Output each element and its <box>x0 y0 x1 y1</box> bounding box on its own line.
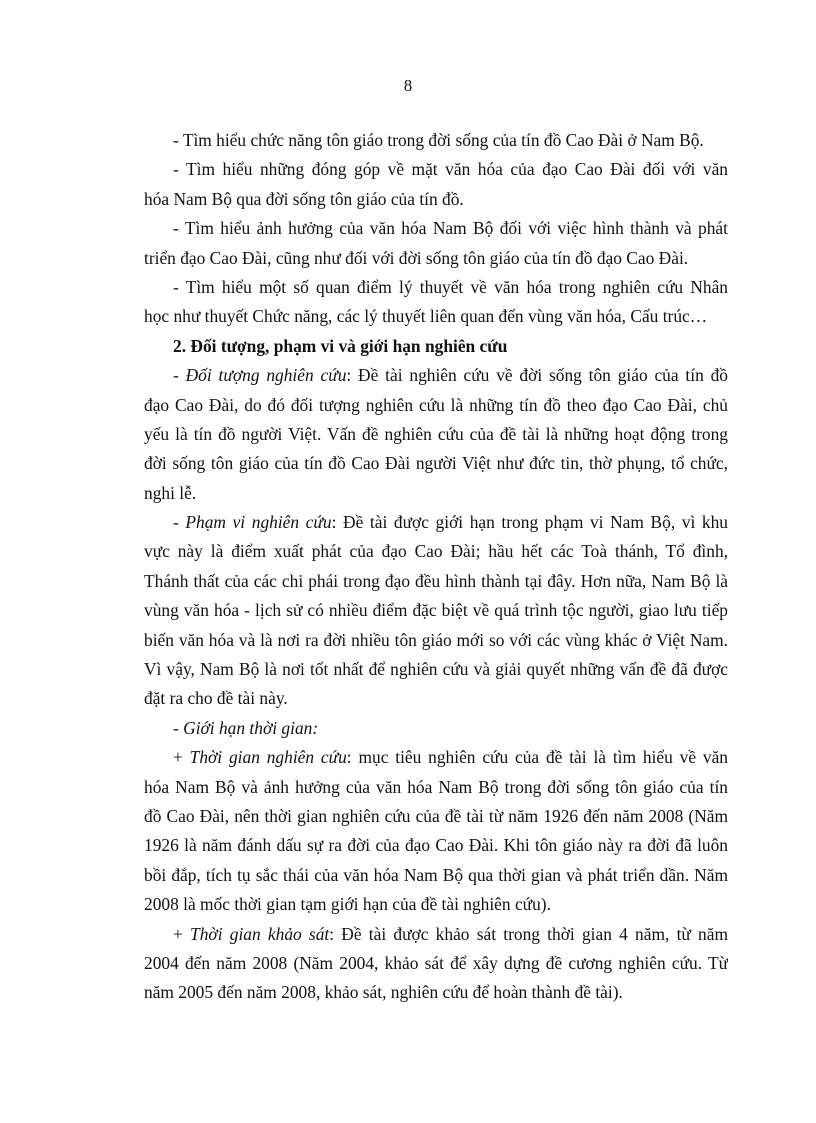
paragraph-survey-time <box>144 920 728 1008</box>
subheading-time-limit <box>144 714 728 743</box>
text-line: 2008 là mốc thời gian tạm giới hạn của đề tài nghiên cứu). <box>144 894 551 915</box>
term-label: Thời gian khảo sát <box>190 923 330 944</box>
text-line: biến văn hóa và là nơi ra đời nhiều tôn giáo mới so với các vùng khác ở Việt Nam. <box>144 629 728 650</box>
term-text: : Đề tài được khảo sát trong thời gian 4 năm, từ năm <box>329 923 728 944</box>
paragraph-objective-2 <box>144 155 728 214</box>
plus-marker: + <box>173 923 191 944</box>
text-line: - Tìm hiểu một số quan điểm lý thuyết về văn hóa trong nghiên cứu Nhân <box>173 276 728 297</box>
text-line: 2004 đến năm 2008 (Năm 2004, khảo sát để xây dựng đề cương nghiên cứu. Từ <box>144 952 728 973</box>
text-line: hóa Nam Bộ và ảnh hưởng của văn hóa Nam Bộ trong đời sống tôn giáo của tín <box>144 776 728 797</box>
text-line <box>144 361 728 390</box>
paragraph-objective-3 <box>144 214 728 273</box>
paragraph-research-subject <box>144 361 728 508</box>
text-line: 1926 là năm đánh dấu sự ra đời của đạo Cao Đài. Khi tôn giáo này ra đời đã luôn <box>144 835 728 856</box>
term-label: Thời gian nghiên cứu <box>189 747 347 768</box>
text-line: - Tìm hiểu những đóng góp về mặt văn hóa của đạo Cao Đài đối với văn <box>173 159 728 180</box>
page-body <box>144 126 728 1008</box>
text-line: nghi lễ. <box>144 482 197 503</box>
text-line: bồi đắp, tích tụ sắc thái của văn hóa Nam Bộ qua thời gian và phát triển dần. Năm <box>144 864 728 885</box>
dash: - <box>173 365 186 386</box>
dash: - <box>173 512 186 533</box>
paragraph-objective-1 <box>144 126 728 155</box>
text-line: Vì vậy, Nam Bộ là nơi tốt nhất để nghiên cứu và giải quyết những vấn đề đã được <box>144 659 728 680</box>
text-line: triển đạo Cao Đài, cũng như đối với đời sống tôn giáo của tín đồ đạo Cao Đài. <box>144 247 689 268</box>
paragraph-objective-4 <box>144 273 728 332</box>
paragraph-research-scope <box>144 508 728 714</box>
term-text: : Đề tài được giới hạn trong phạm vi Nam Bộ, vì khu <box>331 512 728 533</box>
text-line: học như thuyết Chức năng, các lý thuyết liên quan đến vùng văn hóa, Cấu trúc… <box>144 306 708 327</box>
text-line: đạo Cao Đài, do đó đối tượng nghiên cứu là những tín đồ theo đạo Cao Đài, chủ <box>144 394 728 415</box>
page-number: 8 <box>403 76 413 95</box>
text-line: - Tìm hiểu ảnh hưởng của văn hóa Nam Bộ đối với việc hình thành và phát <box>173 218 728 239</box>
term-label: Phạm vi nghiên cứu <box>185 512 332 533</box>
text-line: đời sống tôn giáo của tín đồ Cao Đài người Việt như đức tin, thờ phụng, tổ chức, <box>144 453 728 474</box>
text-line <box>144 920 728 949</box>
text-line: yếu là tín đồ người Việt. Vấn đề nghiên cứu của đề tài là những hoạt động trong <box>144 423 728 444</box>
term-text: : mục tiêu nghiên cứu của đề tài là tìm hiểu về văn <box>346 747 728 768</box>
text-line: vùng văn hóa - lịch sử có nhiều điểm đặc biệt về quá trình tộc người, giao lưu tiếp <box>144 600 728 621</box>
term-label: - Giới hạn thời gian: <box>173 717 319 738</box>
section-heading: 2. Đối tượng, phạm vi và giới hạn nghiên cứu <box>173 335 508 356</box>
paragraph-research-time <box>144 743 728 919</box>
text-line: năm 2005 đến năm 2008, khảo sát, nghiên cứu để hoàn thành đề tài). <box>144 982 623 1003</box>
text-line: vực này là điểm xuất phát của đạo Cao Đài; hầu hết các Toà thánh, Tổ đình, <box>144 541 728 562</box>
text-line: hóa Nam Bộ qua đời sống tôn giáo của tín đồ. <box>144 188 464 209</box>
text-line <box>144 508 728 537</box>
term-label: Đối tượng nghiên cứu <box>185 365 347 386</box>
text-line: Thánh thất của các chi phái trong đạo đều hình thành tại đây. Hơn nữa, Nam Bộ là <box>144 570 728 591</box>
text-line: đặt ra cho đề tài này. <box>144 688 288 709</box>
text-line: - Tìm hiểu chức năng tôn giáo trong đời sống của tín đồ Cao Đài ở Nam Bộ. <box>173 130 704 150</box>
text-line <box>144 743 728 772</box>
text-line: đồ Cao Đài, nên thời gian nghiên cứu của đề tài từ năm 1926 đến năm 2008 (Năm <box>144 805 728 826</box>
term-text: : Đề tài nghiên cứu về đời sống tôn giáo của tín đồ <box>346 365 728 386</box>
plus-marker: + <box>173 747 190 768</box>
